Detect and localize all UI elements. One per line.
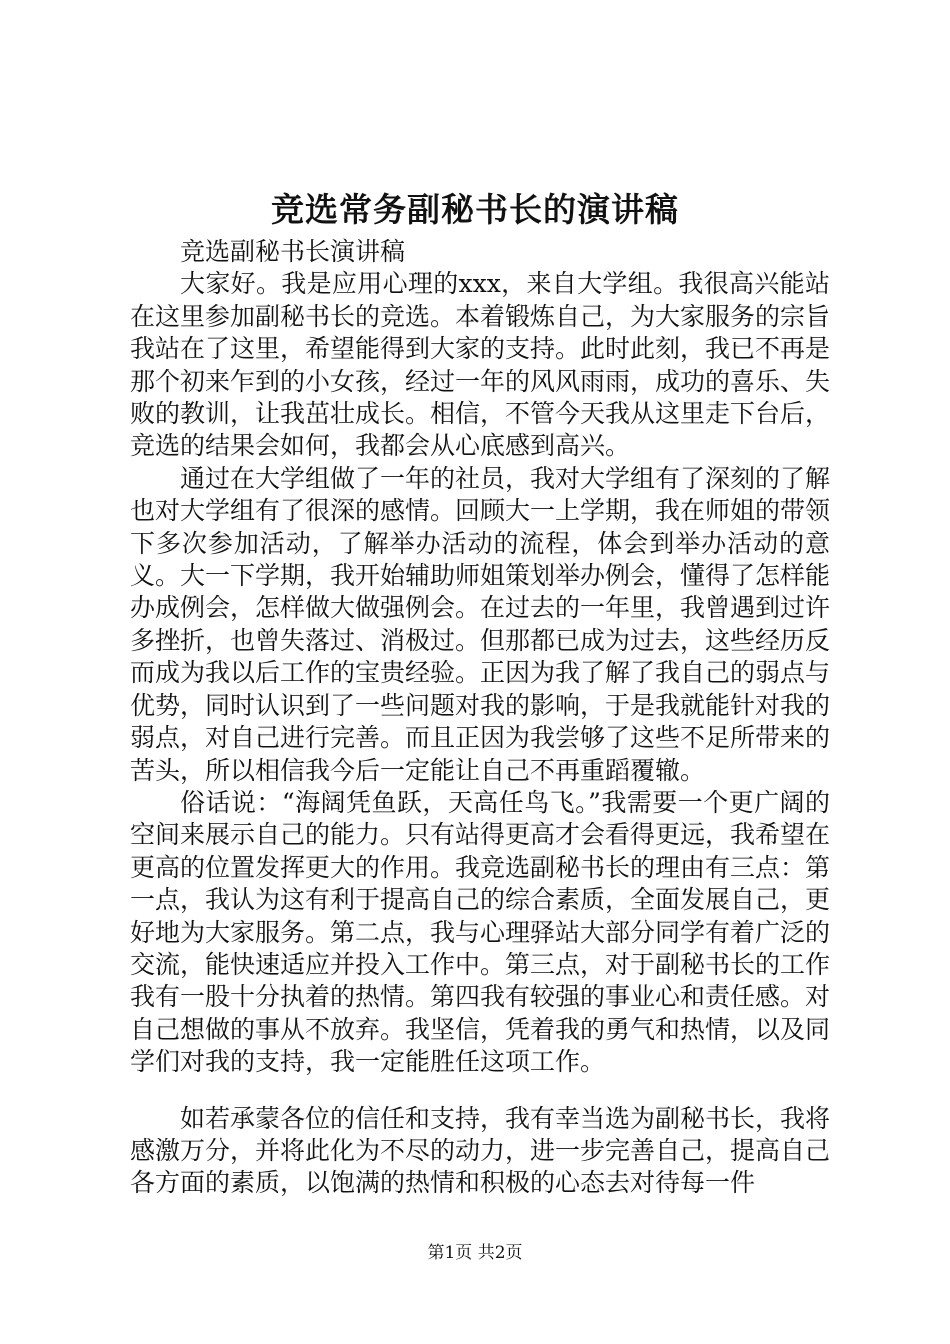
document-body (130, 236, 830, 1200)
document-title: 竞选常务副秘书长的演讲稿 (271, 190, 679, 229)
body-paragraph: 俗话说：“海阔凭鱼跃，天高任鸟飞。”我需要一个更广阔的空间来展示自己的能力。只有站得更高才会看得更远，我希望在更高的位置发挥更大的作用。我竞选副秘书长的理由有三点：第一点，我认为这有利于提高自己的综合素质，全面发展自己，更好地为大家服务。第二点，我与心理驿站大部分同学有着广泛的交流，能快速适应并投入工作中。第三点，对于副秘书长的工作我有一股十分执着的热情。第四我有较强的事业心和责任感。对自己想做的事从不放弃。我坚信，凭着我的勇气和热情，以及同学们对我的支持，我一定能胜任这项工作。 (130, 787, 831, 1077)
subtitle-paragraph: 竞选副秘书长演讲稿 (180, 237, 406, 266)
body-paragraph: 大家好。我是应用心理的xxx，来自大学组。我很高兴能站在这里参加副秘书长的竞选。本着锻炼自己，为大家服务的宗旨我站在了这里，希望能得到大家的支持。此时此刻，我已不再是那个初来乍到的小女孩，经过一年的风风雨雨，成功的喜乐、失败的教训，让我茁壮成长。相信，不管今天我从这里走下台后，竞选的结果会如何，我都会从心底感到高兴。 (130, 269, 831, 461)
page-footer: 第1页 共2页 (427, 1243, 523, 1263)
body-paragraph: 如若承蒙各位的信任和支持，我有幸当选为副秘书长，我将感激万分，并将此化为不尽的动力，进一步完善自己，提高自己各方面的素质，以饱满的热情和积极的心态去对待每一件 (130, 1103, 831, 1198)
body-paragraph: 通过在大学组做了一年的社员，我对大学组有了深刻的了解也对大学组有了很深的感情。回顾大一上学期，我在师姐的带领下多次参加活动，了解举办活动的流程，体会到举办活动的意义。大一下学期，我开始辅助师姐策划举办例会，懂得了怎样能办成例会，怎样做大做强例会。在过去的一年里，我曾遇到过许多挫折，也曾失落过、消极过。但那都已成为过去，这些经历反而成为我以后工作的宝贵经验。正因为我了解了我自己的弱点与优势，同时认识到了一些问题对我的影响，于是我就能针对我的弱点，对自己进行完善。而且正因为我尝够了这些不足所带来的苦头，所以相信我今后一定能让自己不再重蹈覆辙。 (130, 463, 831, 785)
